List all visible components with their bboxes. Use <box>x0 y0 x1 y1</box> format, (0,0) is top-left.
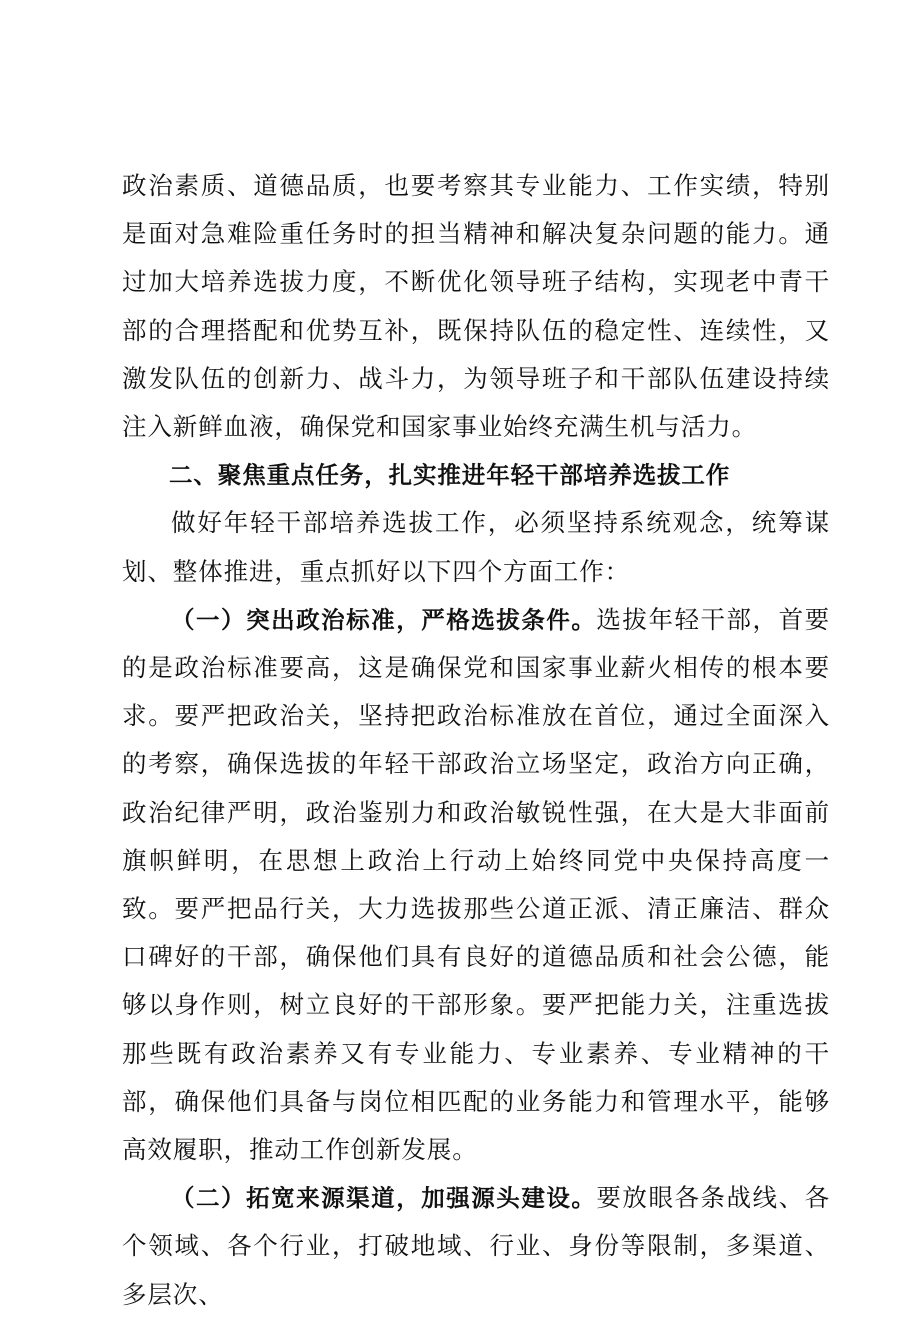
paragraph-text: 政治素质、道德品质，也要考察其专业能力、工作实绩，特别是面对急难险重任务时的担当精神和解决复杂问题的能力。通过加大培养选拔力度，不断优化领导班子结构，实现老中青干部的合理搭配和优势互补，既保持队伍的稳定性、连续性，又激发队伍的创新力、战斗力，为领导班子和干部队伍建设持续注入新鲜血液，确保党和国家事业始终充满生机与活力。 <box>122 171 830 442</box>
paragraph-text: 做好年轻干部培养选拔工作，必须坚持系统观念，统筹谋划、整体推进，重点抓好以下四个方面工作： <box>122 508 830 586</box>
paragraph-intro <box>122 499 830 595</box>
paragraph-continuation <box>122 162 830 451</box>
subsection-political-standard <box>122 596 830 1174</box>
subsection-lead: （一）突出政治标准，严格选拔条件。 <box>171 605 597 634</box>
subsection-lead: （二）拓宽来源渠道，加强源头建设。 <box>171 1184 597 1213</box>
section-heading <box>122 451 830 499</box>
subsection-text: 选拔年轻干部，首要的是政治标准要高，这是确保党和国家事业薪火相传的根本要求。要严把政治关，坚持把政治标准放在首位，通过全面深入的考察，确保选拔的年轻干部政治立场坚定，政治方向正确，政治纪律严明，政治鉴别力和政治敏锐性强，在大是大非面前旗帜鲜明，在思想上政治上行动上始终同党中央保持高度一致。要严把品行关，大力选拔那些公道正派、清正廉洁、群众口碑好的干部，确保他们具有良好的道德品质和社会公德，能够以身作则，树立良好的干部形象。要严把能力关，注重选拔那些既有政治素养又有专业能力、专业素养、专业精神的干部，确保他们具备与岗位相匹配的业务能力和管理水平，能够高效履职，推动工作创新发展。 <box>122 604 830 1165</box>
subsection-text: 要放眼各条战线、各个领域、各个行业，打破地域、行业、身份等限制，多渠道、多层次、 <box>122 1183 830 1309</box>
section-heading-text: 二、聚焦重点任务，扎实推进年轻干部培养选拔工作 <box>169 461 731 490</box>
document-body <box>122 162 830 1319</box>
subsection-source-channels <box>122 1174 830 1319</box>
